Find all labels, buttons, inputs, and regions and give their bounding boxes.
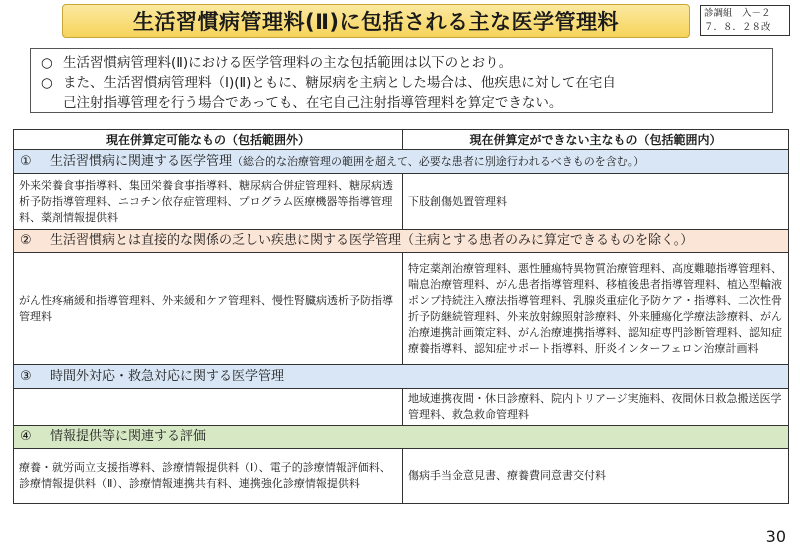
category-row bbox=[14, 150, 789, 174]
table-row bbox=[14, 389, 789, 426]
category-title: 時間外対応・救急対応に関する医学管理 bbox=[50, 368, 285, 384]
category-row bbox=[14, 230, 789, 253]
header-non-billable: 現在併算定ができない主なもの（包括範囲内） bbox=[403, 130, 789, 150]
bullet-mark: ○ bbox=[41, 55, 53, 71]
category-title: 情報提供等に関連する評価 bbox=[50, 429, 207, 444]
page-title: 生活習慣病管理料(Ⅱ)に包括される主な医学管理料 bbox=[132, 10, 620, 34]
category-number: ② bbox=[20, 233, 32, 248]
summary-box bbox=[30, 48, 773, 113]
category-note: （総合的な治療管理の範囲を超えて、必要な患者に別途行われるべきものを含む。） bbox=[232, 154, 645, 168]
summary-text-continued: 己注射指導管理を行う場合であっても、在宅自己注射指導管理料を算定できない。 bbox=[63, 95, 563, 111]
category-number: ④ bbox=[20, 429, 32, 444]
reference-box bbox=[700, 5, 790, 36]
table-row bbox=[14, 449, 789, 504]
title-banner bbox=[62, 4, 690, 38]
summary-text: 生活習慣病管理料(Ⅱ)における医学管理料の主な包括範囲は以下のとおり。 bbox=[63, 55, 513, 71]
cell-non-billable: 地域連携夜間・休日診療料、院内トリアージ実施料、夜間休日救急搬送医学管理料、救急救命管理料 bbox=[403, 389, 789, 426]
category-title: 生活習慣病とは直接的な関係の乏しい疾患に関する医学管理（主病とする患者のみに算定できるものを除く。） bbox=[50, 233, 694, 248]
table-header-row bbox=[14, 130, 789, 150]
cell-billable bbox=[14, 389, 403, 426]
cell-non-billable: 特定薬剤治療管理料、悪性腫瘍特異物質治療管理料、高度難聴指導管理料、喘息治療管理料、がん患者指導管理料、移植後患者指導管理料、植込型輸液ポンプ持続注入療法指導管理料、乳腺炎重症化予防ケア・指導料、二次性骨折予防継続管理料、外来放射線照射診療料、外来腫瘍化学療法診療料、がん治療連携計画策定料、がん治療連携指導料、認知症専門診断管理料、認知症療養指導料、認知症サポート指導料、肝炎インターフェロン治療計画料 bbox=[403, 253, 789, 365]
category-row bbox=[14, 426, 789, 449]
header-billable: 現在併算定可能なもの（包括範囲外） bbox=[14, 130, 403, 150]
bullet-mark: ○ bbox=[41, 75, 53, 91]
cell-billable: がん性疼痛緩和指導管理料、外来緩和ケア管理料、慢性腎臓病透析予防指導管理料 bbox=[14, 253, 403, 365]
reference-line-2: ７．８．２８改 bbox=[704, 22, 771, 33]
category-row bbox=[14, 365, 789, 389]
category-number: ③ bbox=[20, 368, 32, 384]
summary-text: また、生活習慣病管理料（Ⅰ)(Ⅱ)ともに、糖尿病を主病とした場合は、他疾患に対して在宅自 bbox=[63, 75, 616, 91]
reference-line-1: 診調組 入－２ bbox=[704, 8, 771, 19]
cell-non-billable: 傷病手当金意見書、療養費同意書交付料 bbox=[403, 449, 789, 504]
cell-billable: 療養・就労両立支援指導料、診療情報提供料（Ⅰ）、電子的診療情報評価料、診療情報提供料（Ⅱ）、診療情報連携共有料、連携強化診療情報提供料 bbox=[14, 449, 403, 504]
table-row bbox=[14, 174, 789, 230]
category-title: 生活習慣病に関連する医学管理 bbox=[50, 153, 233, 169]
cell-non-billable: 下肢創傷処置管理料 bbox=[403, 174, 789, 230]
medical-management-table bbox=[13, 129, 789, 504]
table-row bbox=[14, 253, 789, 365]
page-number: 30 bbox=[765, 527, 786, 546]
cell-billable: 外来栄養食事指導料、集団栄養食事指導料、糖尿病合併症管理料、糖尿病透析予防指導管理料、ニコチン依存症管理料、プログラム医療機器等指導管理料、薬剤情報提供料 bbox=[14, 174, 403, 230]
summary-item bbox=[41, 73, 762, 93]
summary-item bbox=[41, 53, 762, 73]
category-number: ① bbox=[20, 153, 32, 169]
